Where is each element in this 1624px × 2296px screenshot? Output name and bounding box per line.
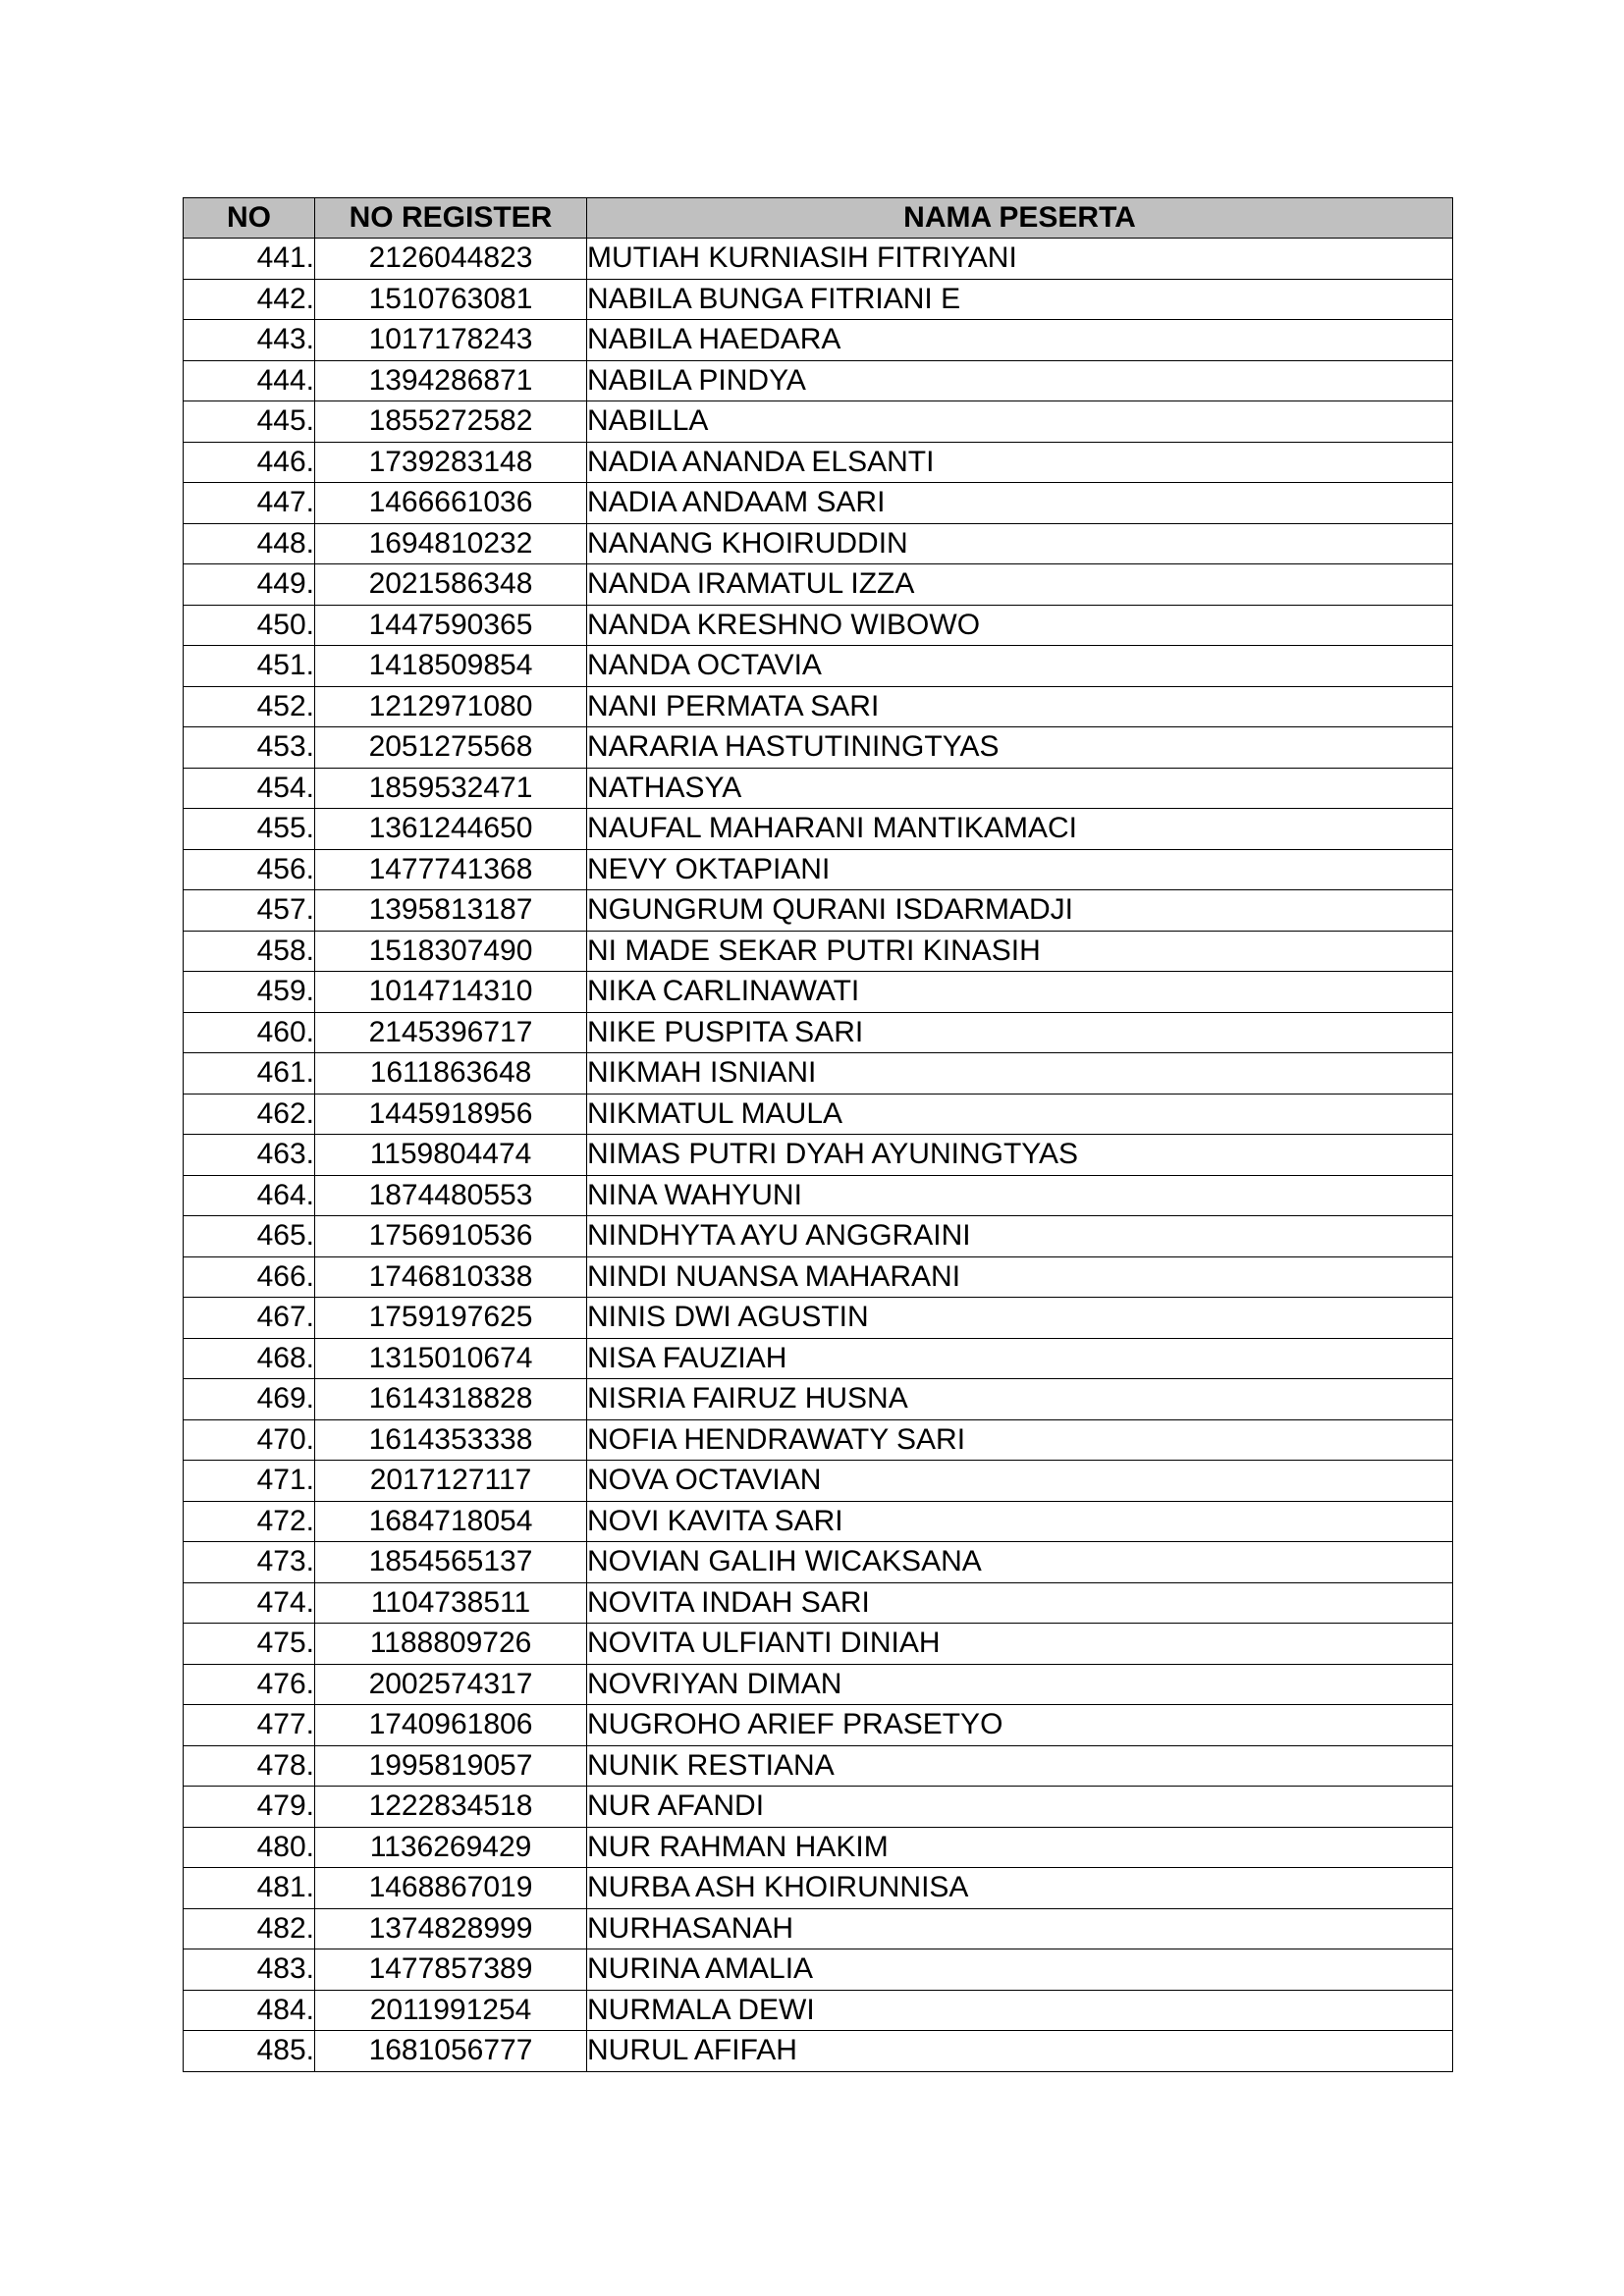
- participant-table: [183, 197, 1453, 2072]
- row-no: 461.: [184, 1053, 315, 1095]
- table-row: [184, 1094, 1453, 1135]
- row-nama: NUGROHO ARIEF PRASETYO: [587, 1705, 1453, 1746]
- table-row: [184, 401, 1453, 443]
- table-row: [184, 564, 1453, 606]
- table-row: [184, 1135, 1453, 1176]
- table-row: [184, 1053, 1453, 1095]
- table-row: [184, 1827, 1453, 1868]
- row-register: 1614353338: [315, 1419, 587, 1461]
- row-no: 460.: [184, 1012, 315, 1053]
- row-register: 1468867019: [315, 1868, 587, 1909]
- row-nama: NURUL AFIFAH: [587, 2031, 1453, 2072]
- row-nama: NANI PERMATA SARI: [587, 686, 1453, 727]
- row-register: 1759197625: [315, 1298, 587, 1339]
- row-nama: NOVIAN GALIH WICAKSANA: [587, 1542, 1453, 1583]
- row-nama: NOVRIYAN DIMAN: [587, 1664, 1453, 1705]
- row-no: 465.: [184, 1216, 315, 1257]
- row-register: 1212971080: [315, 686, 587, 727]
- table-row: [184, 1990, 1453, 2031]
- row-no: 473.: [184, 1542, 315, 1583]
- row-register: 1394286871: [315, 360, 587, 401]
- row-nama: NADIA ANANDA ELSANTI: [587, 442, 1453, 483]
- header-register: NO REGISTER: [315, 198, 587, 239]
- table-row: [184, 1908, 1453, 1949]
- row-register: 1418509854: [315, 646, 587, 687]
- row-register: 1477741368: [315, 849, 587, 890]
- row-no: 457.: [184, 890, 315, 932]
- table-row: [184, 1338, 1453, 1379]
- table-row: [184, 523, 1453, 564]
- row-no: 442.: [184, 279, 315, 320]
- table-row: [184, 1501, 1453, 1542]
- row-nama: NARARIA HASTUTININGTYAS: [587, 727, 1453, 769]
- row-no: 468.: [184, 1338, 315, 1379]
- row-no: 470.: [184, 1419, 315, 1461]
- row-register: 1746810338: [315, 1256, 587, 1298]
- row-register: 1518307490: [315, 931, 587, 972]
- table-row: [184, 279, 1453, 320]
- table-row: [184, 1379, 1453, 1420]
- table-row: [184, 1868, 1453, 1909]
- row-nama: NOVITA INDAH SARI: [587, 1582, 1453, 1624]
- row-nama: NISRIA FAIRUZ HUSNA: [587, 1379, 1453, 1420]
- table-row: [184, 605, 1453, 646]
- row-nama: NABILLA: [587, 401, 1453, 443]
- table-row: [184, 1298, 1453, 1339]
- table-row: [184, 646, 1453, 687]
- row-no: 444.: [184, 360, 315, 401]
- table-row: [184, 727, 1453, 769]
- row-register: 1315010674: [315, 1338, 587, 1379]
- row-nama: NOVITA ULFIANTI DINIAH: [587, 1624, 1453, 1665]
- table-body: [184, 239, 1453, 2072]
- row-no: 451.: [184, 646, 315, 687]
- row-register: 2017127117: [315, 1461, 587, 1502]
- row-nama: NI MADE SEKAR PUTRI KINASIH: [587, 931, 1453, 972]
- row-nama: NABILA BUNGA FITRIANI E: [587, 279, 1453, 320]
- row-register: 1510763081: [315, 279, 587, 320]
- row-register: 1447590365: [315, 605, 587, 646]
- row-no: 455.: [184, 809, 315, 850]
- row-register: 1104738511: [315, 1582, 587, 1624]
- table-row: [184, 1582, 1453, 1624]
- row-nama: NURMALA DEWI: [587, 1990, 1453, 2031]
- row-no: 472.: [184, 1501, 315, 1542]
- row-nama: NIKMAH ISNIANI: [587, 1053, 1453, 1095]
- row-no: 478.: [184, 1745, 315, 1787]
- row-register: 1014714310: [315, 972, 587, 1013]
- row-nama: NANDA OCTAVIA: [587, 646, 1453, 687]
- row-register: 2021586348: [315, 564, 587, 606]
- row-no: 456.: [184, 849, 315, 890]
- row-nama: NURHASANAH: [587, 1908, 1453, 1949]
- table-row: [184, 686, 1453, 727]
- row-nama: NUR RAHMAN HAKIM: [587, 1827, 1453, 1868]
- row-nama: NIMAS PUTRI DYAH AYUNINGTYAS: [587, 1135, 1453, 1176]
- row-nama: NISA FAUZIAH: [587, 1338, 1453, 1379]
- row-nama: NIKE PUSPITA SARI: [587, 1012, 1453, 1053]
- row-register: 1740961806: [315, 1705, 587, 1746]
- row-no: 446.: [184, 442, 315, 483]
- row-nama: NOFIA HENDRAWATY SARI: [587, 1419, 1453, 1461]
- row-no: 480.: [184, 1827, 315, 1868]
- table-row: [184, 442, 1453, 483]
- row-no: 441.: [184, 239, 315, 280]
- table-header: [184, 198, 1453, 239]
- table-row: [184, 1787, 1453, 1828]
- row-no: 443.: [184, 320, 315, 361]
- row-nama: NINIS DWI AGUSTIN: [587, 1298, 1453, 1339]
- header-no: NO: [184, 198, 315, 239]
- row-nama: NANDA IRAMATUL IZZA: [587, 564, 1453, 606]
- row-register: 1694810232: [315, 523, 587, 564]
- row-nama: NIKMATUL MAULA: [587, 1094, 1453, 1135]
- table-row: [184, 1175, 1453, 1216]
- table-row: [184, 239, 1453, 280]
- table-row: [184, 2031, 1453, 2072]
- row-no: 462.: [184, 1094, 315, 1135]
- row-register: 1684718054: [315, 1501, 587, 1542]
- row-register: 1374828999: [315, 1908, 587, 1949]
- row-nama: NURINA AMALIA: [587, 1949, 1453, 1991]
- row-register: 2145396717: [315, 1012, 587, 1053]
- row-nama: NABILA HAEDARA: [587, 320, 1453, 361]
- row-register: 1395813187: [315, 890, 587, 932]
- row-register: 1756910536: [315, 1216, 587, 1257]
- row-nama: NOVI KAVITA SARI: [587, 1501, 1453, 1542]
- row-register: 1445918956: [315, 1094, 587, 1135]
- row-no: 458.: [184, 931, 315, 972]
- row-no: 447.: [184, 483, 315, 524]
- row-nama: NOVA OCTAVIAN: [587, 1461, 1453, 1502]
- row-register: 1222834518: [315, 1787, 587, 1828]
- table-row: [184, 1624, 1453, 1665]
- row-no: 454.: [184, 768, 315, 809]
- row-nama: NINDHYTA AYU ANGGRAINI: [587, 1216, 1453, 1257]
- row-register: 1477857389: [315, 1949, 587, 1991]
- table-row: [184, 1216, 1453, 1257]
- table-row: [184, 1012, 1453, 1053]
- row-register: 1017178243: [315, 320, 587, 361]
- table-row: [184, 931, 1453, 972]
- header-row: [184, 198, 1453, 239]
- row-register: 1855272582: [315, 401, 587, 443]
- row-no: 467.: [184, 1298, 315, 1339]
- row-register: 1188809726: [315, 1624, 587, 1665]
- row-no: 471.: [184, 1461, 315, 1502]
- row-no: 453.: [184, 727, 315, 769]
- row-no: 479.: [184, 1787, 315, 1828]
- row-no: 445.: [184, 401, 315, 443]
- table-row: [184, 1664, 1453, 1705]
- row-nama: NANDA KRESHNO WIBOWO: [587, 605, 1453, 646]
- row-register: 1466661036: [315, 483, 587, 524]
- row-nama: NUR AFANDI: [587, 1787, 1453, 1828]
- row-no: 466.: [184, 1256, 315, 1298]
- row-no: 449.: [184, 564, 315, 606]
- row-no: 448.: [184, 523, 315, 564]
- table-row: [184, 1419, 1453, 1461]
- row-no: 474.: [184, 1582, 315, 1624]
- row-register: 2011991254: [315, 1990, 587, 2031]
- row-register: 1681056777: [315, 2031, 587, 2072]
- table-row: [184, 1705, 1453, 1746]
- row-register: 1136269429: [315, 1827, 587, 1868]
- row-no: 482.: [184, 1908, 315, 1949]
- row-no: 477.: [184, 1705, 315, 1746]
- row-nama: NADIA ANDAAM SARI: [587, 483, 1453, 524]
- row-register: 1874480553: [315, 1175, 587, 1216]
- row-no: 464.: [184, 1175, 315, 1216]
- row-no: 459.: [184, 972, 315, 1013]
- table-row: [184, 809, 1453, 850]
- row-no: 450.: [184, 605, 315, 646]
- row-nama: NUNIK RESTIANA: [587, 1745, 1453, 1787]
- row-no: 484.: [184, 1990, 315, 2031]
- table-row: [184, 1461, 1453, 1502]
- table-row: [184, 972, 1453, 1013]
- row-register: 1854565137: [315, 1542, 587, 1583]
- row-no: 452.: [184, 686, 315, 727]
- row-nama: NIKA CARLINAWATI: [587, 972, 1453, 1013]
- row-nama: NGUNGRUM QURANI ISDARMADJI: [587, 890, 1453, 932]
- row-nama: NABILA PINDYA: [587, 360, 1453, 401]
- table-row: [184, 890, 1453, 932]
- table-row: [184, 360, 1453, 401]
- row-register: 1995819057: [315, 1745, 587, 1787]
- row-register: 1159804474: [315, 1135, 587, 1176]
- row-nama: MUTIAH KURNIASIH FITRIYANI: [587, 239, 1453, 280]
- row-register: 2051275568: [315, 727, 587, 769]
- row-nama: NANANG KHOIRUDDIN: [587, 523, 1453, 564]
- row-no: 481.: [184, 1868, 315, 1909]
- row-register: 1859532471: [315, 768, 587, 809]
- row-nama: NINA WAHYUNI: [587, 1175, 1453, 1216]
- row-nama: NURBA ASH KHOIRUNNISA: [587, 1868, 1453, 1909]
- table-row: [184, 768, 1453, 809]
- row-register: 2002574317: [315, 1664, 587, 1705]
- row-nama: NAUFAL MAHARANI MANTIKAMACI: [587, 809, 1453, 850]
- table-row: [184, 483, 1453, 524]
- row-register: 1739283148: [315, 442, 587, 483]
- row-no: 483.: [184, 1949, 315, 1991]
- table-row: [184, 1949, 1453, 1991]
- row-no: 469.: [184, 1379, 315, 1420]
- row-register: 1361244650: [315, 809, 587, 850]
- table-row: [184, 1256, 1453, 1298]
- row-nama: NEVY OKTAPIANI: [587, 849, 1453, 890]
- row-register: 1611863648: [315, 1053, 587, 1095]
- row-register: 1614318828: [315, 1379, 587, 1420]
- row-nama: NATHASYA: [587, 768, 1453, 809]
- row-no: 476.: [184, 1664, 315, 1705]
- row-no: 463.: [184, 1135, 315, 1176]
- row-no: 475.: [184, 1624, 315, 1665]
- header-nama: NAMA PESERTA: [587, 198, 1453, 239]
- table-row: [184, 1542, 1453, 1583]
- row-nama: NINDI NUANSA MAHARANI: [587, 1256, 1453, 1298]
- table-row: [184, 849, 1453, 890]
- row-no: 485.: [184, 2031, 315, 2072]
- row-register: 2126044823: [315, 239, 587, 280]
- table-row: [184, 320, 1453, 361]
- table-row: [184, 1745, 1453, 1787]
